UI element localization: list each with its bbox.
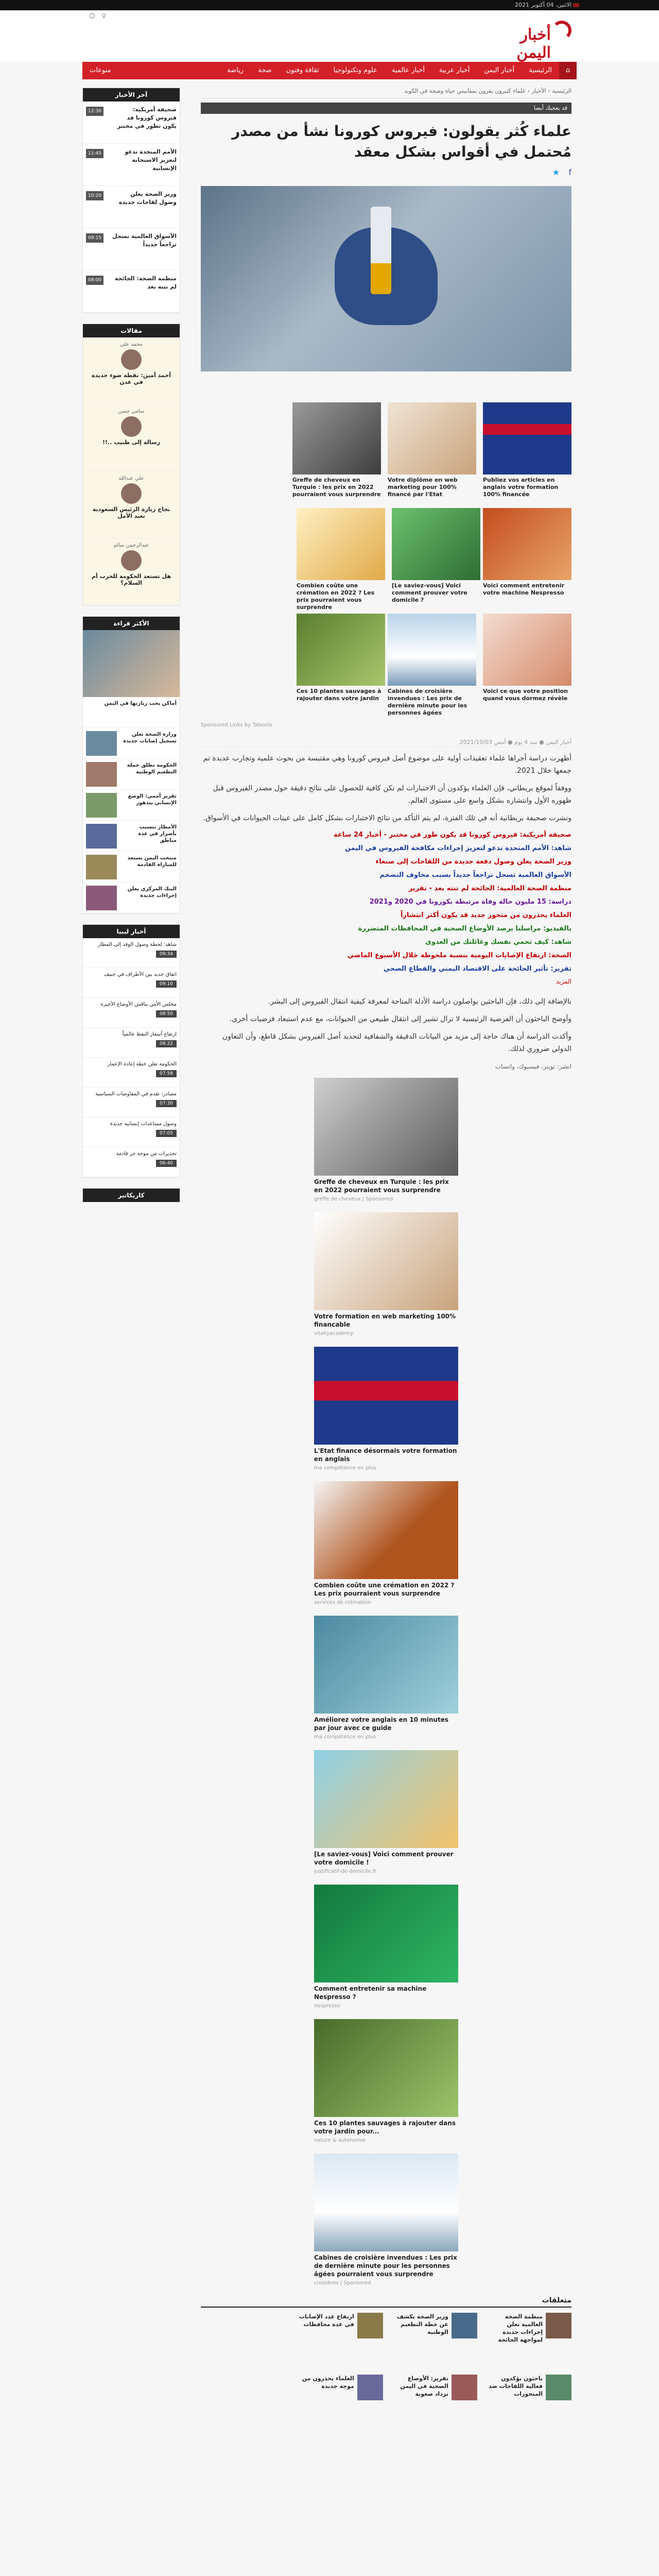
caricature-box: كاريكاتير — [82, 1188, 180, 1202]
avatar — [121, 483, 142, 504]
article-paragraph: ونشرت صحيفة بريطانية أنه في تلك الفترة، لم يتم التأكد من نتائج الاختبارات بشكل كامل على عينات الحيوانات في الأسواق. — [203, 814, 571, 822]
feed-item[interactable]: [Le saviez-vous] Voici comment prouver votre domicile ! justificatif-de-domicile.fr — [314, 1750, 458, 1874]
highlight-link[interactable]: شاهد: كيف تحمي نفسك وعائلتك من العدوى — [425, 938, 571, 946]
nav-item[interactable]: ثقافة وفنون — [286, 66, 319, 74]
most-read-item[interactable]: أماكن يجب زيارتها في اليمن — [83, 697, 180, 728]
sponsored-card[interactable]: Publiez vos articles en anglais votre formation 100% financée — [483, 402, 571, 508]
share-label: انشر: تويتر، فيسبوك، واتساب — [495, 1063, 571, 1070]
breadcrumb: الرئيسية › الأخبار › علماء كثيرون يقرون بمقاييس حياة وصحة في الكويد — [404, 88, 571, 94]
related-item[interactable]: وزير الصحة يكشف عن خطة التطعيم الوطنية — [390, 2313, 477, 2375]
section-tag: قد يعجبك أيضا — [201, 103, 571, 114]
date-text: الاثنين، 04 أكتوبر 2021 — [515, 2, 571, 8]
nav-item[interactable]: رياضة — [227, 66, 244, 74]
logo-arc-icon — [552, 21, 571, 40]
highlight-link[interactable]: تقرير: تأثير الجائحة على الاقتصاد اليمني والقطاع الصحي — [383, 965, 571, 973]
nav-item[interactable]: أخبار اليمن — [484, 66, 515, 74]
latest-item[interactable]: 10:20 وزير الصحة يعلن وصول لقاحات جديدة — [83, 186, 180, 228]
twitter-icon[interactable]: ★ — [552, 167, 560, 177]
writer-item[interactable]: عبدالرحمن سالم هل تستعد الحكومة للحرب أم السلام؟ — [83, 538, 180, 605]
sponsored-card[interactable]: [Le saviez-vous] Voici comment prouver votre domicile ? — [392, 508, 480, 614]
feed-item[interactable]: Comment entretenir sa machine Nespresso ? nespresso — [314, 1885, 458, 2009]
main-nav — [82, 62, 577, 79]
related-item[interactable]: تقرير: الأوضاع الصحية في اليمن تزداد صعوبة — [390, 2375, 477, 2436]
read-more-link[interactable]: المزيد — [556, 978, 571, 985]
nav-item[interactable]: أخبار عربية — [439, 66, 470, 74]
feed-item[interactable]: Améliorez votre anglais en 10 minutes par jour avec ce guide ma compétence en plus — [314, 1616, 458, 1740]
sponsored-feed — [314, 1078, 458, 2286]
sponsored-card[interactable]: Votre diplôme en web marketing pour 100% financé par l'Etat — [388, 402, 476, 508]
avatar — [121, 416, 142, 437]
sponsored-card[interactable]: Greffe de cheveux en Turquie : les prix en 2022 pourraient vous surprendre — [292, 402, 381, 508]
news-item[interactable]: مصادر: تقدم في المفاوضات السياسية 07:30 — [83, 1088, 180, 1117]
news-item[interactable]: اتفاق جديد بين الأطراف في جنيف 09:10 — [83, 968, 180, 998]
feed-item[interactable]: Cabines de croisière invendues : Les prix de dernière minute pour les personnes âgées pourraient vous surprendre croisières | Sponsored — [314, 2154, 458, 2286]
most-read-item[interactable]: البنك المركزي يعلن إجراءات جديدة — [83, 883, 180, 913]
highlight-link[interactable]: العلماء يحذرون من متحور جديد قد يكون أكثر انتشاراً — [400, 911, 571, 919]
latest-item[interactable]: 09:15 الأسواق العالمية تسجل تراجعاً جديداً — [83, 228, 180, 270]
most-read-item[interactable]: الأمطار تتسبب بأضرار في عدة مناطق — [83, 821, 180, 852]
sponsored-grid — [201, 402, 571, 719]
main-content — [201, 88, 571, 2436]
writer-item[interactable]: محمد علي أحمد أمين: نقطة ضوء جديدة في عدن — [83, 337, 180, 404]
flag-icon — [573, 3, 579, 7]
feed-item[interactable]: Ces 10 plantes sauvages à rajouter dans votre jardin pour... nature & autonomie — [314, 2019, 458, 2143]
news-item[interactable]: مجلس الأمن يناقش الأوضاع الأخيرة 08:50 — [83, 998, 180, 1028]
news-item[interactable]: تحذيرات من موجة حر قادمة 06:40 — [83, 1147, 180, 1177]
feed-item[interactable]: Greffe de cheveux en Turquie : les prix en 2022 pourraient vous surprendre greffe de cheveux | Sponsored — [314, 1078, 458, 1202]
nav-item[interactable]: صحة — [258, 66, 272, 74]
sponsored-card[interactable]: Voici ce que votre position quand vous dormez révèle — [483, 614, 571, 719]
article-paragraph: ووفقاً لموقع بريطاني، فإن العلماء يؤكدون أن الاختبارات لم تكن كافية للحصول على نتائج دقيقة حول مصدر الفيروس قبل ظهوره الأول وانتشاره بشكل واسع على مستوى العالم. — [213, 784, 571, 805]
writers-box: مقالات محمد علي أحمد أمين: نقطة ضوء جديدة في عدن سامي حسن رسالة إلى طبيب ..!! علي عبدالله نجاح زيارة الرئيس السعودية تعيد الأمل عبدالرحمن سالم هل تستعد الحكومة للحرب أم السلام؟ — [82, 324, 180, 606]
highlight-link[interactable]: دراسة: 15 مليون حالة وفاة مرتبطة بكورونا في 2020 و2021 — [369, 898, 571, 906]
news-box: أخبار ليبيا شاهد: لحظة وصول الوفد إلى المطار 09:34 اتفاق جديد بين الأطراف في جنيف 09:10 مجلس الأمن يناقش الأوضاع الأخيرة 08:50 ارتفاع أسعار النفط عالمياً 08:22 الحكومة تعلن خطة إعادة الإعمار 07:58 مصادر: تقدم في المفاوضات السياسية 07:30 وصول مساعدات إنسانية جديدة 07:05 تحذيرات من موجة حر قادمة 06:40 — [82, 924, 180, 1178]
highlight-link[interactable]: شاهد: الأمم المتحدة تدعو لتعزيز إجراءات مكافحة الفيروس في اليمن — [344, 844, 571, 852]
highlight-link[interactable]: بالفيديو: مراسلنا يرصد الأوضاع الصحية في المحافظات المتضررة — [358, 925, 571, 933]
writer-item[interactable]: سامي حسن رسالة إلى طبيب ..!! — [83, 404, 180, 471]
most-read-item[interactable]: منتخب اليمن يستعد للمباراة القادمة — [83, 852, 180, 883]
related-item[interactable]: باحثون يؤكدون فعالية اللقاحات ضد المتحورات — [484, 2375, 571, 2436]
feed-item[interactable]: Votre formation en web marketing 100% financable vitaliyacademy — [314, 1212, 458, 1336]
nav-item[interactable]: منوعات — [90, 66, 111, 74]
highlight-link[interactable]: منظمة الصحة العالمية: الجائحة لم تنته بعد - تقرير — [408, 885, 571, 892]
sponsored-card[interactable]: Ces 10 plantes sauvages à rajouter dans votre jardin — [297, 614, 385, 719]
nav-item[interactable]: الرئيسية — [529, 66, 552, 74]
avatar — [121, 550, 142, 571]
site-header — [0, 10, 659, 62]
search-icon[interactable]: ⚲ — [101, 12, 107, 20]
taboola-label[interactable]: Sponsored Links by Taboola — [201, 722, 272, 728]
most-read-hero[interactable] — [83, 630, 180, 697]
feed-item[interactable]: L'Etat finance désormais votre formation en anglais ma compétence en plus — [314, 1347, 458, 1471]
share-bar — [201, 167, 571, 183]
highlight-link[interactable]: وزير الصحة يعلن وصول دفعة جديدة من اللقاحات إلى صنعاء — [375, 858, 571, 866]
highlights-list — [201, 829, 571, 975]
most-read-item[interactable]: الحكومة تطلق حملة التطعيم الوطنية — [83, 759, 180, 790]
article-paragraph: بالإضافة إلى ذلك، فإن الباحثين يواصلون دراسة الأدلة المتاحة لمعرفة كيفية انتقال الفيروس إلى البشر. — [268, 997, 571, 1006]
most-read-box: الأكثر قراءة أماكن يجب زيارتها في اليمن وزارة الصحة تعلن تسجيل إصابات جديدة الحكومة تطلق حملة التطعيم الوطنية تقرير أممي: الوضع الإنساني يتدهور الأمطار تتسبب بأضرار في عدة مناطق منتخب اليمن يستعد للمباراة القادمة البنك المركزي يعلن إجراءات جديدة — [82, 616, 180, 914]
nav-item[interactable]: أخبار عالمية — [391, 66, 425, 74]
top-bar — [0, 0, 659, 10]
article-paragraph: وأوضح الباحثون أن الفرضية الرئيسية لا تزال تشير إلى انتقال طبيعي من الحيوانات، مع عدم استبعاد فرضيات أخرى. — [229, 1015, 571, 1023]
highlight-link[interactable]: الصحة: ارتفاع الإصابات اليومية بنسبة ملحوظة خلال الأسبوع الماضي — [347, 952, 571, 959]
most-read-item[interactable]: تقرير أممي: الوضع الإنساني يتدهور — [83, 790, 180, 821]
latest-item[interactable]: 12:30 صحيفة أمريكية: فيروس كورونا قد يكون تطور في مختبر — [83, 101, 180, 144]
sponsored-card[interactable]: Cabines de croisière invendues : Les prix de dernière minute pour les personnes âgées — [388, 614, 476, 719]
sponsored-card[interactable]: Combien coûte une crémation en 2022 ? Les prix pourraient vous surprendre — [297, 508, 385, 614]
nav-item[interactable]: علوم وتكنولوجيا — [333, 66, 377, 74]
related-list — [201, 2313, 571, 2436]
site-logo[interactable]: أخبار اليمن — [489, 21, 571, 52]
highlight-link[interactable]: الأسواق العالمية تسجل تراجعاً جديداً بسبب مخاوف التضخم — [379, 871, 571, 879]
highlight-link[interactable]: صحيفة أمريكية: فيروس كورونا قد يكون طور في مختبر - أخبار 24 ساعة — [334, 831, 571, 839]
related-item[interactable]: ارتفاع عدد الإصابات في عدة محافظات — [296, 2313, 383, 2375]
latest-news-box: آخر الأخبار 12:30 صحيفة أمريكية: فيروس كورونا قد يكون تطور في مختبر 11:45 الأمم المتحدة تدعو لتعزيز الاستجابة الإنسانية 10:20 وزير الصحة يعلن وصول لقاحات جديدة 09:15 الأسواق العالمية تسجل تراجعاً جديداً 08:00 منظمة الصحة: الجائحة لم تنته بعد — [82, 88, 180, 313]
article-paragraph: وأكدت الدراسة أن هناك حاجة إلى مزيد من البيانات الدقيقة والشفافية لتحديد أصل الفيروس بشكل قاطع، وأن التعاون الدولي ضروري لذلك. — [222, 1032, 571, 1053]
most-read-item[interactable]: وزارة الصحة تعلن تسجيل إصابات جديدة — [83, 728, 180, 759]
related-heading: متعلقات — [201, 2296, 571, 2308]
news-item[interactable]: شاهد: لحظة وصول الوفد إلى المطار 09:34 — [83, 938, 180, 968]
avatar — [121, 349, 142, 370]
facebook-icon[interactable]: f — [568, 167, 571, 177]
home-icon[interactable]: ⌂ — [559, 62, 577, 79]
user-icon[interactable]: ☺ — [89, 12, 96, 20]
related-item[interactable]: منظمة الصحة العالمية تعلن إجراءات جديدة لمواجهة الجائحة — [484, 2313, 571, 2375]
hero-image — [201, 186, 571, 371]
writer-item[interactable]: علي عبدالله نجاح زيارة الرئيس السعودية تعيد الأمل — [83, 471, 180, 538]
sidebar — [82, 88, 180, 1213]
news-item[interactable]: الحكومة تعلن خطة إعادة الإعمار 07:58 — [83, 1058, 180, 1088]
news-item[interactable]: وصول مساعدات إنسانية جديدة 07:05 — [83, 1117, 180, 1147]
feed-item[interactable]: Combien coûte une crémation en 2022 ? Les prix pourraient vous surprendre services de crémation — [314, 1481, 458, 1605]
related-item[interactable]: العلماء يحذرون من موجة جديدة — [296, 2375, 383, 2436]
news-item[interactable]: ارتفاع أسعار النفط عالمياً 08:22 — [83, 1028, 180, 1058]
article-meta: أخبار اليمن ‏● ‏منذ 4 يوم ‏● ‏أمس 2021/10/03 — [201, 739, 571, 747]
sponsored-card[interactable]: Voici comment entretenir votre machine Nespresso — [483, 508, 571, 614]
page-title: علماء كُثر يقولون: فيروس كورونا نشأ من مصدر مُحتمل في أقواس بشكل معقد — [232, 123, 571, 160]
article-paragraph: أظهرت دراسة أجراها علماء تعقيدات أولية على موضوع أصل فيروس كورونا وهي مقتبسة من بحوث علمية وتجارب عديدة تم جمعها خلال 2021. — [203, 754, 571, 775]
latest-item[interactable]: 11:45 الأمم المتحدة تدعو لتعزيز الاستجابة الإنسانية — [83, 144, 180, 186]
header-icons — [85, 12, 106, 20]
latest-item[interactable]: 08:00 منظمة الصحة: الجائحة لم تنته بعد — [83, 270, 180, 313]
